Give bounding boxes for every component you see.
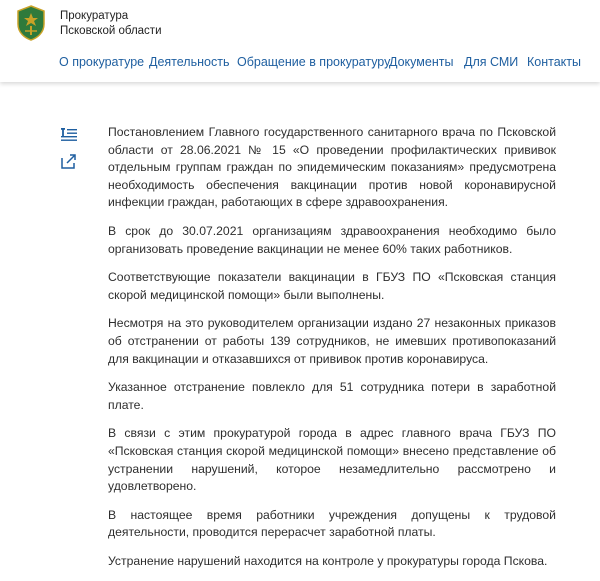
nav-item-appeal[interactable]: Обращение в прокуратуру	[237, 55, 391, 69]
site-name-line1: Прокуратура	[60, 10, 129, 22]
nav-item-contacts[interactable]: Контакты	[527, 55, 581, 69]
article-paragraph: Постановлением Главного государственного санитарного врача по Псковской области от 28.06.2021 № 15 «О проведении профилактических прививок отдельным группам граждан по эпидемическим показаниям» предусмотрена необходимость обеспечения вакцинации против новой коронавирусной инфекции граждан, работающих в сфере здравоохранения.	[108, 125, 556, 210]
prosecutor-emblem-icon[interactable]	[14, 4, 48, 42]
article-tools	[60, 127, 80, 179]
site-name[interactable]	[60, 9, 162, 39]
site-header	[0, 0, 600, 82]
share-icon[interactable]	[60, 153, 78, 169]
nav-item-about[interactable]: О прокуратуре	[59, 55, 145, 69]
article-paragraph: Несмотря на это руководителем организации издано 27 незаконных приказов об отстранении от работы 139 сотрудников, не имевших противопоказаний для вакцинации и отказавшихся от прививок против коронавируса.	[108, 316, 556, 366]
nav-item-documents[interactable]: Документы	[389, 55, 454, 69]
nav-item-activity[interactable]: Деятельность	[149, 55, 230, 69]
main-nav	[0, 55, 600, 75]
text-size-icon[interactable]	[60, 127, 78, 143]
article-body	[108, 124, 556, 581]
site-name-line2: Псковской области	[60, 25, 162, 37]
article-paragraph: Соответствующие показатели вакцинации в ГБУЗ ПО «Псковская станция скорой медицинской помощи» были выполнены.	[108, 270, 556, 302]
article-paragraph: Устранение нарушений находится на контроле у прокуратуры города Пскова.	[108, 553, 548, 568]
article-paragraph: Указанное отстранение повлекло для 51 сотрудника потери в заработной плате.	[108, 380, 556, 412]
article-paragraph: В связи с этим прокуратурой города в адрес главного врача ГБУЗ ПО «Псковская станция скорой медицинской помощи» внесено представление об устранении нарушений, которое незамедлительно рассмотрено и удовлетворено.	[108, 426, 556, 494]
nav-item-media[interactable]: Для СМИ	[464, 55, 519, 69]
article-paragraph: В настоящее время работники учреждения допущены к трудовой деятельности, проводится перерасчет заработной платы.	[108, 507, 556, 540]
article-paragraph: В срок до 30.07.2021 организациям здравоохранения необходимо было организовать проведение вакцинации не менее 60% таких работников.	[108, 223, 556, 256]
